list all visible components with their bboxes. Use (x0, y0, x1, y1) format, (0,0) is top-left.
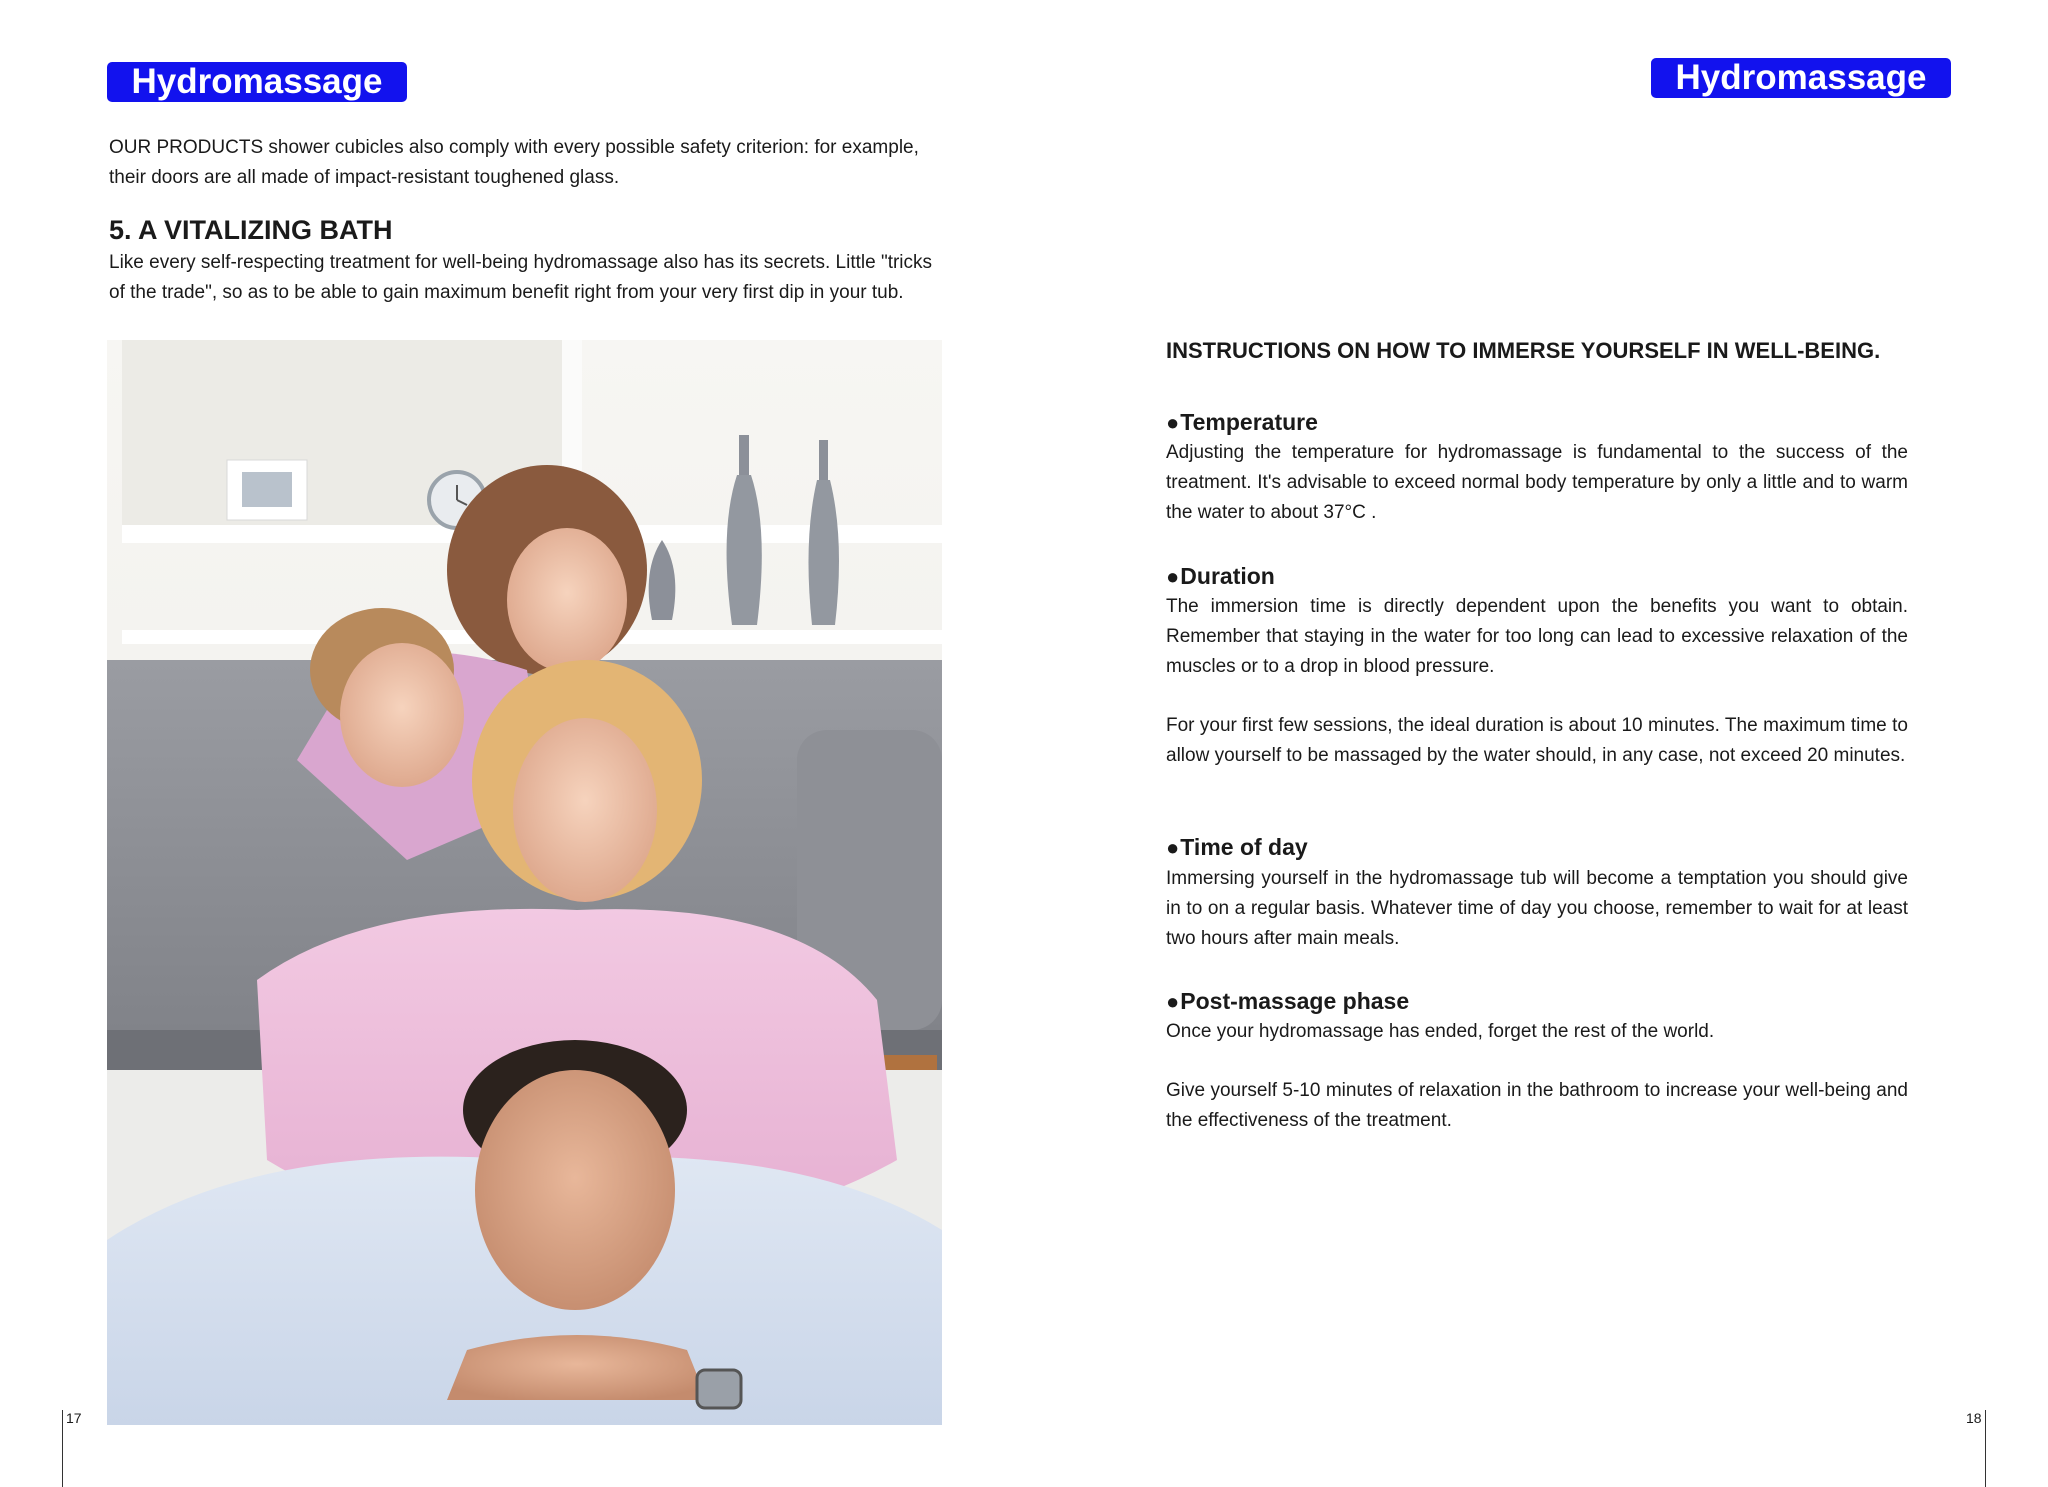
page-edge-rule (1985, 1410, 1986, 1487)
section-heading: 5. A VITALIZING BATH (109, 215, 393, 245)
family-photo (107, 340, 942, 1425)
temperature-paragraph: Adjusting the temperature for hydromassage is fundamental to the success of the treatment. It's advisable to exceed normal body temperature by only a little and to warm the water to about 37°C . (1166, 442, 1908, 523)
post-massage-heading: ●Post-massage phase (1166, 988, 1410, 1014)
temperature-heading: ●Temperature (1166, 409, 1318, 435)
post-massage-paragraph-2: Give yourself 5-10 minutes of relaxation in the bathroom to increase your well-being and the effectiveness of the treatment. (1166, 1080, 1908, 1131)
bullet-icon: ● (1166, 989, 1180, 1014)
right-page (1024, 0, 2048, 1487)
time-of-day-heading: ●Time of day (1166, 834, 1308, 860)
bullet-icon: ● (1166, 835, 1180, 860)
intro-paragraph: OUR PRODUCTS shower cubicles also comply with every possible safety criterion: for example, their doors are all made of impact-resistant toughened glass. (109, 137, 919, 188)
page-number: 18 (1966, 1410, 1982, 1426)
section-paragraph: Like every self-respecting treatment for well-being hydromassage also has its secrets. Little "tricks of the trade", so as to be able to gain maximum benefit right from your very first dip in your tub. (109, 252, 933, 303)
hydromassage-badge: Hydromassage (1651, 58, 1951, 98)
duration-paragraph-1: The immersion time is directly dependent upon the benefits you want to obtain. Remember that staying in the water for too long can lead to excessive relaxation of the muscles or to a drop in blood pressure. (1166, 596, 1908, 677)
time-of-day-paragraph: Immersing yourself in the hydromassage tub will become a temptation you should give in to on a regular basis. Whatever time of day you choose, remember to wait for at least two hours after main meals. (1166, 868, 1908, 949)
duration-heading: ●Duration (1166, 563, 1275, 589)
duration-paragraph-2: For your first few sessions, the ideal duration is about 10 minutes. The maximum time to allow yourself to be massaged by the water should, in any case, not exceed 20 minutes. (1166, 715, 1908, 766)
bullet-icon: ● (1166, 410, 1180, 435)
post-massage-paragraph-1: Once your hydromassage has ended, forget the rest of the world. (1166, 1021, 1715, 1042)
page-number: 17 (66, 1410, 82, 1426)
instructions-title: INSTRUCTIONS ON HOW TO IMMERSE YOURSELF IN WELL-BEING. (1166, 338, 1881, 363)
page-edge-rule (62, 1410, 63, 1487)
bullet-icon: ● (1166, 564, 1180, 589)
hydromassage-badge: Hydromassage (107, 62, 407, 102)
